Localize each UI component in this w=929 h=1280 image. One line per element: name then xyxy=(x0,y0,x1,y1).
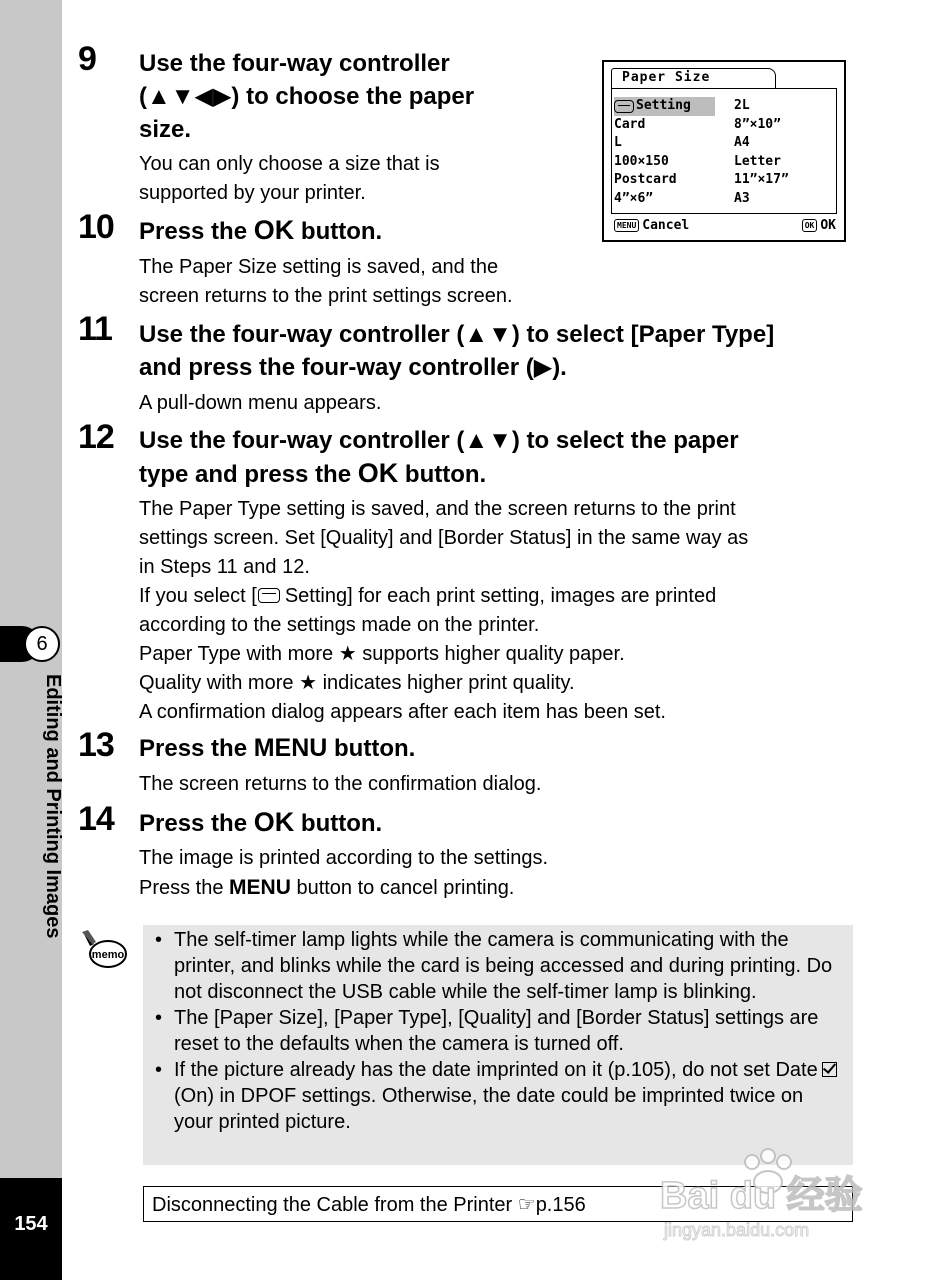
menu-button-label: MENU xyxy=(253,734,328,762)
memo-icon-label: memo xyxy=(91,949,125,961)
body-text: indicates higher print quality. xyxy=(322,672,575,694)
body-text: Paper Type with more xyxy=(139,643,334,665)
step-body xyxy=(139,844,548,903)
heading-line: Use the four-way controller (▲▼) to select the paper xyxy=(139,427,739,454)
reference-text: Disconnecting the Cable from the Printer xyxy=(152,1194,513,1216)
option-card[interactable]: Card xyxy=(614,116,646,132)
option-100x150[interactable]: 100×150 xyxy=(614,153,669,169)
screen-tab xyxy=(611,68,776,89)
heading-line: Use the four-way controller xyxy=(139,50,450,77)
ok-button-label: OK xyxy=(253,807,295,837)
body-line: according to the settings made on the printer. xyxy=(139,614,540,636)
body-line: supported by your printer. xyxy=(139,182,366,204)
ok-button-icon: OK xyxy=(802,219,818,232)
option-setting[interactable] xyxy=(614,97,715,116)
heading-line: and press the four-way controller (▶). xyxy=(139,354,567,381)
watermark-logo-text: Bai du 经验 xyxy=(660,1175,863,1217)
step-body xyxy=(139,150,440,208)
option-label: Setting xyxy=(636,98,691,113)
star-icon: ★ xyxy=(338,643,357,665)
body-line: The screen returns to the confirmation dialog. xyxy=(139,773,542,795)
reference-page-link[interactable]: p.156 xyxy=(535,1194,586,1216)
option-4x6[interactable]: 4”×6” xyxy=(614,190,654,206)
body-text: button to cancel printing. xyxy=(290,877,515,899)
cancel-hint[interactable] xyxy=(614,218,689,233)
ok-button-label: OK xyxy=(357,458,399,488)
heading-line xyxy=(139,457,739,491)
body-text: Press the xyxy=(139,877,230,899)
star-icon: ★ xyxy=(299,672,317,694)
body-line: A confirmation dialog appears after each item has been set. xyxy=(139,701,666,723)
checkbox-checked-icon xyxy=(822,1062,837,1077)
body-line: in Steps 11 and 12. xyxy=(139,556,310,578)
body-line xyxy=(139,669,748,698)
body-line: The Paper Size setting is saved, and the xyxy=(139,256,499,278)
option-8x10[interactable]: 8”×10” xyxy=(734,116,781,132)
memo-list xyxy=(153,927,843,1135)
menu-button-label: MENU xyxy=(229,876,291,899)
step-number: 14 xyxy=(78,800,114,838)
step-heading xyxy=(139,732,415,765)
options-panel xyxy=(611,88,837,214)
heading-text: button. xyxy=(398,461,487,488)
heading-line: size. xyxy=(139,116,192,143)
option-postcard[interactable]: Postcard xyxy=(614,172,677,187)
page-reference-icon: ☞ xyxy=(517,1194,536,1216)
step-heading xyxy=(139,806,382,840)
page-number: 154 xyxy=(14,1213,48,1235)
screen-footer xyxy=(614,218,836,233)
option-l[interactable]: L xyxy=(614,135,622,150)
step-body xyxy=(139,770,541,799)
body-text: If you select [ xyxy=(139,585,257,607)
step-heading xyxy=(139,424,739,491)
option-letter[interactable]: Letter xyxy=(734,153,781,169)
memo-icon xyxy=(80,928,128,972)
right-options xyxy=(734,97,789,208)
left-options xyxy=(614,97,715,208)
heading-text: Press the xyxy=(139,735,254,762)
body-line: screen returns to the print settings screen. xyxy=(139,285,513,307)
step-body xyxy=(139,389,381,418)
chapter-title: Editing and Printing Images xyxy=(42,674,64,939)
body-line: settings screen. Set [Quality] and [Border Status] in the same way as xyxy=(139,527,749,549)
body-text: supports higher quality paper. xyxy=(362,643,625,665)
screen-title: Paper Size xyxy=(622,70,711,85)
step-heading xyxy=(139,214,382,248)
body-line: You can only choose a size that is xyxy=(139,153,440,175)
body-text: Quality with more xyxy=(139,672,294,694)
heading-text: Press the xyxy=(139,218,254,245)
chapter-number: 6 xyxy=(24,626,60,662)
memo-text: If the picture already has the date imprinted on it (p.105), do not set Date xyxy=(174,1059,818,1081)
body-line xyxy=(139,873,548,903)
body-line: A pull-down menu appears. xyxy=(139,392,382,414)
heading-text: button. xyxy=(327,735,416,762)
step-number: 10 xyxy=(78,208,114,246)
step-number: 12 xyxy=(78,418,114,456)
option-11x17[interactable]: 11”×17” xyxy=(734,172,789,187)
printer-icon xyxy=(614,100,634,113)
heading-text: type and press the xyxy=(139,461,358,488)
baidu-watermark xyxy=(660,1140,880,1250)
ok-hint[interactable] xyxy=(802,218,836,233)
ok-label: OK xyxy=(820,218,836,233)
step-body xyxy=(139,253,513,311)
option-a3[interactable]: A3 xyxy=(734,190,750,206)
printer-icon xyxy=(258,588,280,603)
memo-item: • The [Paper Size], [Paper Type], [Quality] and [Border Status] settings are reset to the defaults when the camera is turned off. xyxy=(153,1005,843,1057)
body-line: The Paper Type setting is saved, and the screen returns to the print xyxy=(139,498,736,520)
watermark-url: jingyan.baidu.com xyxy=(664,1220,810,1240)
memo-item: • The self-timer lamp lights while the camera is communicating with the printer, and blinks while the card is being accessed and during printing. Do not disconnect the USB cable while the self-timer lamp is blinking. xyxy=(153,927,843,1005)
ok-button-label: OK xyxy=(253,215,295,245)
step-number: 13 xyxy=(78,726,114,764)
menu-button-icon: MENU xyxy=(614,219,639,232)
body-line xyxy=(139,640,748,669)
memo-text: (On) in DPOF settings. Otherwise, the date could be imprinted twice on your printed picture. xyxy=(174,1085,804,1133)
heading-line: (▲▼◀▶) to choose the paper xyxy=(139,83,475,110)
memo-item xyxy=(153,1057,843,1135)
heading-text: button. xyxy=(294,810,383,837)
step-body xyxy=(139,495,748,727)
heading-text: button. xyxy=(294,218,383,245)
heading-line: Use the four-way controller (▲▼) to select [Paper Type] xyxy=(139,321,775,348)
option-2l[interactable]: 2L xyxy=(734,98,750,113)
step-number: 11 xyxy=(78,310,112,348)
step-heading xyxy=(139,47,474,146)
cancel-label: Cancel xyxy=(642,218,690,233)
body-line xyxy=(139,582,748,611)
body-line: The image is printed according to the settings. xyxy=(139,847,549,869)
step-heading xyxy=(139,318,774,384)
step-number: 9 xyxy=(78,40,96,78)
paper-size-screen xyxy=(602,60,846,242)
option-a4[interactable]: A4 xyxy=(734,135,750,150)
body-text: Setting] for each print setting, images are printed xyxy=(284,585,717,607)
heading-text: Press the xyxy=(139,810,254,837)
